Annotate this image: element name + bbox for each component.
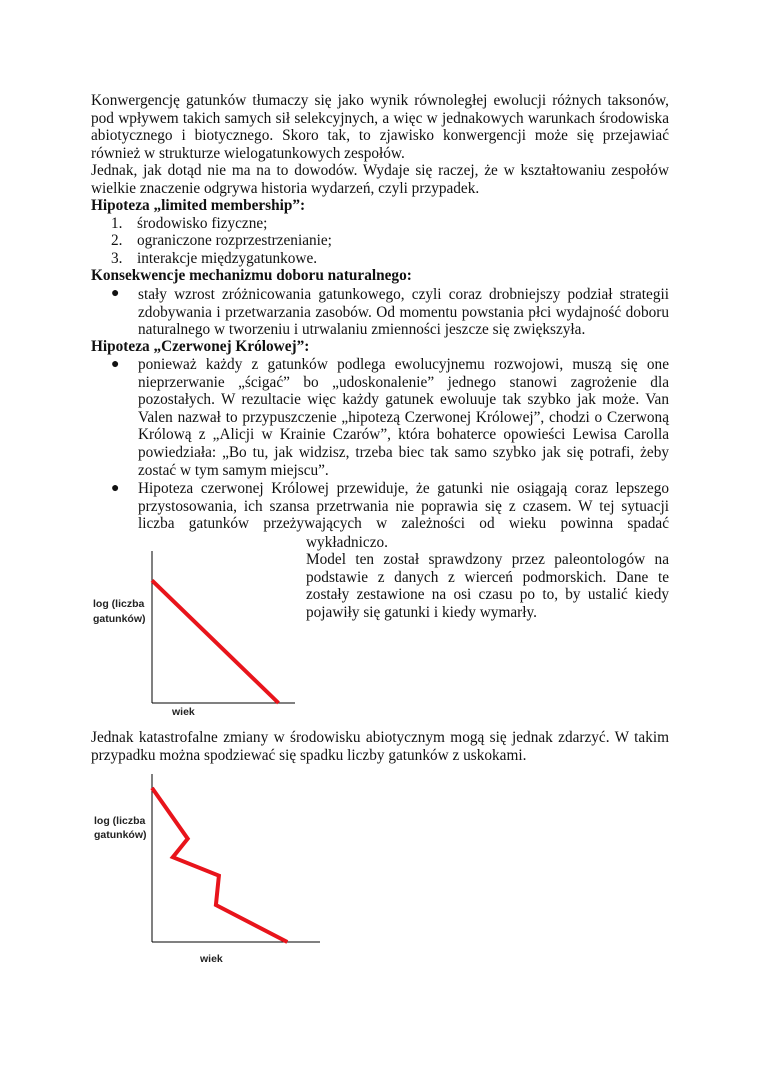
item-number: 3. <box>111 250 123 267</box>
red-queen-heading: Hipoteza „Czerwonej Królowej”: <box>91 338 310 355</box>
y-axis-label-line2: gatunków) <box>93 613 146 625</box>
intro-paragraph-2: Jednak, jak dotąd nie ma na to dowodów. Wydaje się raczej, że w kształtowaniu zespołów wielkie znaczenie odgrywa historia wydarzeń, czyli przypadek. <box>91 162 669 197</box>
natural-selection-heading: Konsekwencje mechanizmu doboru naturalnego: <box>91 267 412 284</box>
limited-item-2 <box>111 232 332 250</box>
chart-stepwise-decline <box>90 770 330 970</box>
series-line <box>152 788 287 942</box>
item-text: ograniczone rozprzestrzenianie; <box>137 232 332 249</box>
red-queen-bullet-1: ponieważ każdy z gatunków podlega ewolucyjnemu rozwojowi, muszą się one nieprzerwanie „ścigać” bo „udoskonalenie” jednego stanowi zagrożenie dla pozostałych. W rezultacie więc każdy gatunek ewoluuje tak szybko jak może. Van Valen nazwał to przypuszczenie „hipotezą Czerwonej Królowej”, chodzi o Czerwoną Królową z „Alicji w Krainie Czarów”, która bohaterce opowieści Lewisa Carolla powiedziała: „Bo tu, jak widzisz, trzeba biec tak samo szybko jak się potrafi, żeby zostać w tym samym miejscu”. <box>138 356 669 479</box>
limited-membership-heading: Hipoteza „limited membership”: <box>91 197 306 214</box>
x-axis-label: wiek <box>200 953 223 965</box>
y-axis-label-line1: log (liczba <box>93 598 145 610</box>
item-number: 1. <box>111 215 123 232</box>
limited-item-3 <box>111 250 317 268</box>
bullet-icon: ● <box>111 481 120 496</box>
model-paragraph: Model ten został sprawdzony przez paleontologów na podstawie z danych z wierceń podmorskich. Dane te zostały zestawione na osi czasu po to, by ustalić kiedy pojawiły się gatunki i kiedy wymarły. <box>306 551 669 621</box>
y-axis-label-line2: gatunków) <box>94 829 147 841</box>
item-text: środowisko fizyczne; <box>137 215 268 232</box>
intro-paragraph-1: Konwergencję gatunków tłumaczy się jako wynik równoległej ewolucji różnych taksonów, pod wpływem takich samych sił selekcyjnych, a więc w jednakowych warunkach środowiska abiotycznego i biotycznego. Skoro tak, to zjawisko konwergencji może się przejawiać również w strukturze wielogatunkowych zespołów. <box>91 92 669 162</box>
x-axis-label: wiek <box>172 706 195 718</box>
y-axis-label-line1: log (liczba <box>94 815 146 827</box>
bullet-icon: ● <box>111 357 120 372</box>
catastrophe-paragraph: Jednak katastrofalne zmiany w środowisku abiotycznym mogą się jednak zdarzyć. W takim przypadku można spodziewać się spadku liczby gatunków z uskokami. <box>91 729 669 764</box>
bullet-icon: ● <box>111 286 120 301</box>
red-queen-bullet-2: Hipoteza czerwonej Królowej przewiduje, że gatunki nie osiągają coraz lepszego przystosowania, ich szansa przetrwania nie poprawia się z czasem. W tej sytuacji liczba gatunków przeżywających w zależności od wieku powinna spadać <box>138 480 669 533</box>
item-text: interakcje międzygatunkowe. <box>137 250 318 267</box>
limited-item-1 <box>111 215 267 233</box>
chart-exponential-decline <box>90 545 305 720</box>
item-number: 2. <box>111 232 123 249</box>
red-queen-bullet-2-tail: wykładniczo. <box>306 534 388 551</box>
natural-selection-bullet: stały wzrost zróżnicowania gatunkowego, czyli coraz drobniejszy podział strategii zdobywania i przetwarzania zasobów. Od momentu powstania płci wydajność doboru naturalnego w tworzeniu i utrwalaniu zmienności jeszcze się zwiększyła. <box>138 286 669 339</box>
series-line <box>152 580 279 703</box>
